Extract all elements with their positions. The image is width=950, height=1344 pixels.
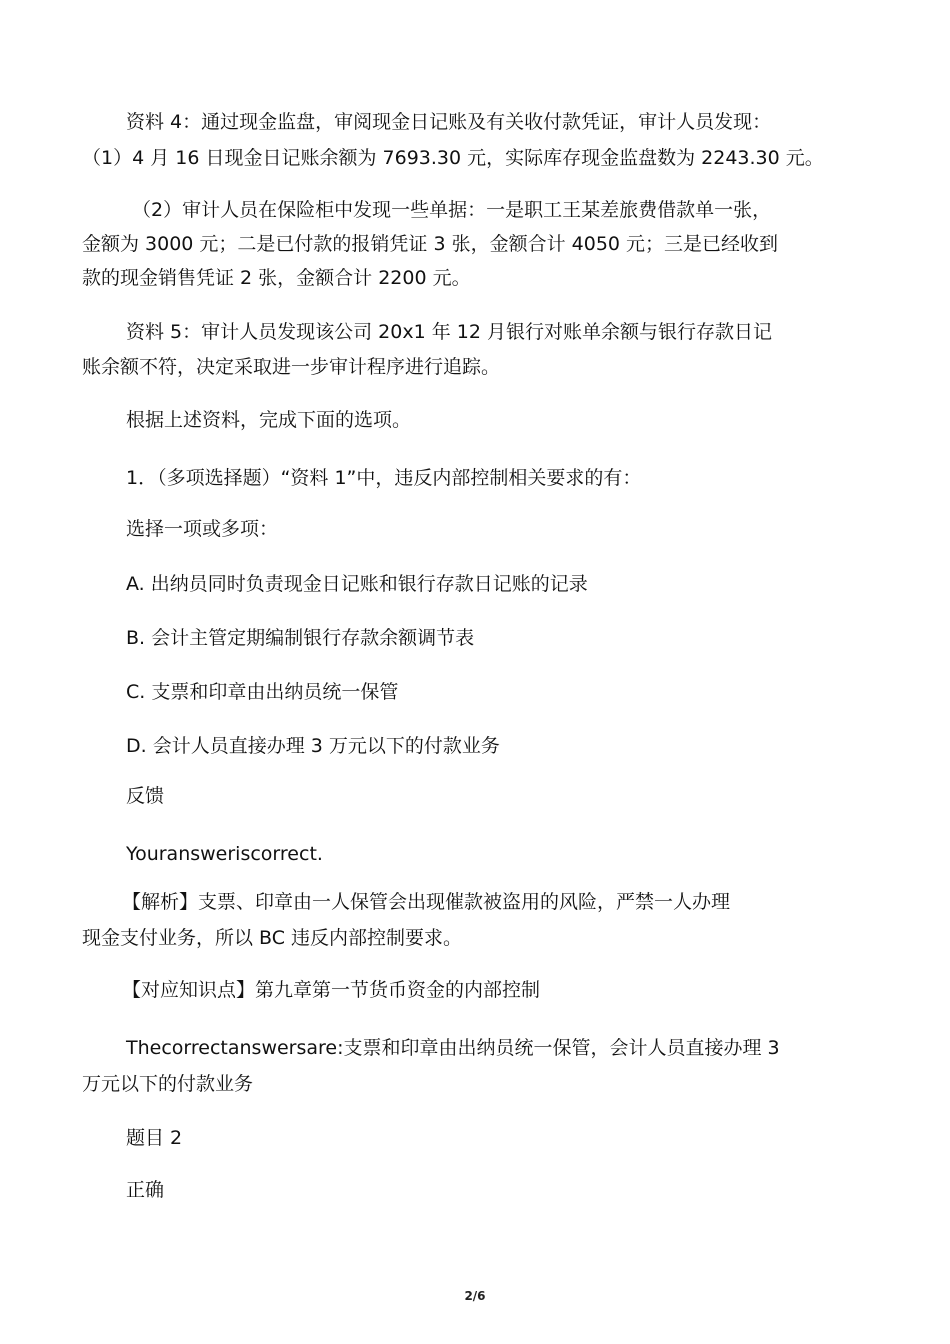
question2-status: 正确: [126, 1179, 165, 1201]
material5-line1: 资料 5：审计人员发现该公司 20x1 年 12 月银行对账单余额与银行存款日记: [126, 321, 772, 343]
page-number: 2/6: [464, 1289, 486, 1303]
question1-title: 1．（多项选择题）“资料 1”中，违反内部控制相关要求的有：: [126, 467, 642, 489]
analysis-line1: 【解析】支票、印章由一人保管会出现催款被盗用的风险，严禁一人办理: [122, 891, 731, 913]
option-a[interactable]: A. 出纳员同时负责现金日记账和银行存款日记账的记录: [126, 573, 588, 595]
knowledge-point: 【对应知识点】第九章第一节货币资金的内部控制: [122, 979, 541, 1001]
option-b[interactable]: B. 会计主管定期编制银行存款余额调节表: [126, 627, 475, 649]
instruction-text: 根据上述资料，完成下面的选项。: [126, 409, 412, 431]
feedback-label: 反馈: [126, 785, 165, 807]
correct-answer-line1: Thecorrectanswersare:支票和印章由出纳员统一保管，会计人员直接办理 3: [126, 1037, 780, 1059]
material4-line1: 资料 4：通过现金监盘，审阅现金日记账及有关收付款凭证，审计人员发现：: [126, 111, 772, 133]
material4-line2: （1）4 月 16 日现金日记账余额为 7693.30 元，实际库存现金监盘数为 2243.30 元。: [82, 147, 824, 169]
feedback-result: Youransweriscorrect.: [126, 843, 323, 865]
material5-line2: 账余额不符，决定采取进一步审计程序进行追踪。: [82, 356, 501, 378]
option-d[interactable]: D. 会计人员直接办理 3 万元以下的付款业务: [126, 735, 500, 757]
item2-line1: （2）审计人员在保险柜中发现一些单据：一是职工王某差旅费借款单一张，: [132, 199, 772, 221]
correct-answer-line2: 万元以下的付款业务: [82, 1073, 254, 1095]
option-c[interactable]: C. 支票和印章由出纳员统一保管: [126, 681, 399, 703]
question1-prompt: 选择一项或多项：: [126, 518, 279, 540]
item2-line3: 款的现金销售凭证 2 张，金额合计 2200 元。: [82, 267, 471, 289]
analysis-line2: 现金支付业务，所以 BC 违反内部控制要求。: [82, 927, 463, 949]
item2-line2: 金额为 3000 元；二是已付款的报销凭证 3 张，金额合计 4050 元；三是已经收到: [82, 233, 779, 255]
question2-title: 题目 2: [126, 1127, 183, 1149]
